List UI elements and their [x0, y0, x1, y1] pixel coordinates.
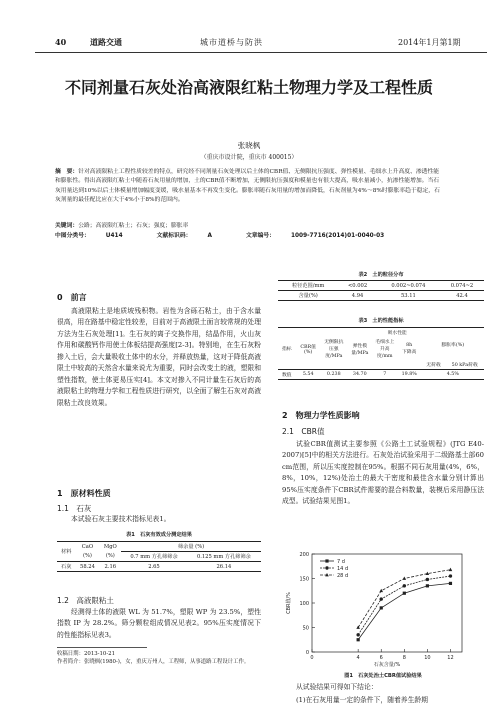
article-no-label: 文章编号： — [245, 233, 275, 239]
table-row — [278, 370, 484, 380]
t1-cell: 2.65 — [148, 563, 160, 570]
keywords-text: 公路；高液限红粘土；石灰；强度；膨胀率 — [78, 223, 189, 229]
t3-h-noload: 无荷载 — [426, 363, 441, 368]
section-1-1-heading: 1.1 石灰 — [57, 504, 92, 513]
t2-cell: 含量(%) — [298, 293, 318, 299]
t2-h: 0.074~2 — [450, 282, 474, 289]
data-point — [426, 584, 429, 587]
t3-h-modulus: 弹性模量/MPa — [351, 343, 369, 356]
data-point — [356, 633, 359, 636]
issue-date: 2014年1月第1期 — [398, 38, 461, 47]
clc-label: 中图分类号： — [55, 233, 90, 239]
running-header — [0, 37, 498, 53]
t1-h-0125: 0.125 mm 方孔筛筛余 — [196, 554, 251, 560]
t3-h-8h — [397, 337, 422, 360]
data-point — [449, 582, 452, 585]
data-point — [403, 592, 406, 595]
t2-cell: 53.11 — [400, 292, 416, 299]
data-point — [380, 597, 383, 600]
footnote-rule — [57, 647, 147, 648]
t1-cell: 石灰 — [61, 564, 72, 570]
legend-label: 7 d — [337, 559, 345, 565]
section-2-1-heading: 2.1 CBR值 — [282, 427, 325, 436]
table-2 — [278, 280, 484, 301]
x-tick-label: 10 — [424, 655, 431, 661]
doc-code-label: 文献标识码： — [156, 233, 192, 239]
table-2-caption: 表2 土的粒径分布 — [358, 272, 404, 278]
keywords — [55, 220, 443, 229]
t1-h-mgo: MgO — [103, 543, 117, 550]
paper-title: 不同剂量石灰处治高液限红粘土物理力学及工程性质 — [64, 78, 433, 97]
author: 张晓枫 — [237, 141, 261, 150]
t1-cell: 26.14 — [216, 563, 232, 570]
journal-name: 城市道桥与防洪 — [200, 38, 263, 47]
affiliation: （重庆市设计院，重庆市 400015） — [200, 154, 298, 161]
x-tick-label: 8 — [402, 655, 406, 661]
t3-h-cbr — [296, 328, 321, 370]
t3-h-sub: 下降高 — [401, 349, 417, 355]
clc-value: U414 — [105, 233, 123, 239]
t1-unit-cao: (%) — [82, 553, 92, 560]
legend-label: 14 d — [337, 566, 349, 572]
t1-h-07: 0.7 mm 方孔筛筛余 — [130, 554, 178, 560]
t2-h: 粒径范围/mm — [291, 283, 325, 289]
journal-section: 道路交通 — [90, 37, 122, 47]
t2-h: 0.002~0.074 — [391, 282, 426, 289]
t1-h-material: 材料 — [61, 549, 72, 555]
x-tick-label: 6 — [379, 655, 383, 661]
data-point — [403, 584, 406, 587]
data-point — [380, 606, 383, 609]
received-date: 收稿日期：2013-10-21 — [57, 651, 116, 657]
t3-h-8h-label: 8h — [406, 342, 413, 348]
section-1-1-text: 本试验石灰主要技术指标见表1。 — [71, 515, 171, 523]
data-point — [449, 568, 453, 571]
header-rule — [35, 52, 487, 53]
t2-h: <0.002 — [347, 282, 368, 289]
t1-unit-mgo: (%) — [105, 553, 115, 560]
y-tick-label: 0 — [305, 650, 309, 656]
legend-marker — [325, 559, 328, 562]
section-1-2-text: 经测得土体的液限 WL 为 51.7%，塑限 WP 为 23.5%，塑性指数 IP 为 28.2%。筛分颗粒组成情况见表2。95%压实度情况下的性能指标见表3。 — [57, 608, 261, 639]
table-1-caption: 表1 石灰有效成分测定结果 — [126, 532, 192, 538]
section-0-text: 高液限粘土是地质坡残积物。岩性为含砾石粘土，由于含水量很高，用在路基中稳定性较差，目前对于高液限土面言较常规的处理方法为生石灰处理[1]。生石灰的离子交换作用，结晶作用，火山灰作用和碳酸钙作用使土体板结提高强度[2-3]。特别地，在生石灰粉掺入土后，会大量吸收土体中的水分，并释放热量，这对于降低高液限土中较高的天然含水量来说尤为重要，同时会改变土的液，塑限和塑性指数，使土体更易压实[4]。本文对掺入不同计量生石灰后的高液限粘土的物理力学和工程性质进行研究，以全面了解生石灰对高液限粘土改良效果。 — [57, 307, 261, 407]
x-tick-label: 0 — [310, 655, 314, 661]
t3-h-ucs: 无侧限抗压强度/MPa — [324, 340, 344, 359]
t3-cell: 数值 — [281, 373, 292, 378]
data-point — [357, 638, 360, 641]
data-point — [426, 572, 430, 575]
conclusion-lead: 从试验结果可得如下结论： — [296, 683, 378, 691]
t2-cell: 42.4 — [456, 292, 468, 299]
t3-h-cbr-unit: (%) — [304, 349, 313, 355]
y-tick-label: 150 — [299, 576, 309, 583]
t3-cell: 7 — [383, 372, 387, 377]
t3-h-capillary: 毛细水上升高度/mm — [375, 340, 395, 359]
abstract-label: 摘 要： — [55, 169, 79, 175]
abstract-text: 针对高液限粘土工程性质较差的特点，研究经不同剂量石灰处理以后土体的CBR值、无侧限抗压强度、弹性模量、毛细水上升高度、渗透性能和膨胀性。得出高液限红粘土中随着石灰用量的增加，土的CBR值不断增加，无侧限抗压强度和模量也有很大提高，吸水量减小，抗渗性能增加。当石灰用量达到10%以后土体模量增加幅度变缓，吸水量基本不再发生变化。膨胀率随石灰用量的增加而降低，石灰剂量为4%～8%时膨胀率趋于稳定，石灰剂量的最佳配比应在大于4%小于8%的范围内。 — [55, 169, 440, 203]
t3-cell: 19.8% — [401, 372, 417, 377]
data-point — [379, 589, 383, 592]
y-tick-label: 100 — [299, 601, 309, 607]
x-tick-label: 12 — [447, 655, 454, 661]
t3-cell: 0.238 — [326, 372, 341, 377]
table-1 — [57, 541, 261, 572]
table-row — [57, 562, 261, 572]
legend-label: 28 d — [337, 573, 349, 579]
section-0-heading: 0 前言 — [57, 293, 87, 302]
t2-cell: 4.94 — [351, 292, 364, 299]
t3-cell — [422, 370, 484, 380]
table-row — [278, 291, 484, 301]
section-2-heading: 2 物理力学性质影响 — [282, 411, 360, 420]
t3-cell: 5.54 — [302, 372, 314, 377]
t3-cell: 34.70 — [352, 372, 367, 377]
article-no-value: 1009-7716(2014)01-0040-03 — [290, 233, 385, 239]
author-bio: 作者简介：张晓枫(1980-)，女，重庆万州人，工程师，从事道路工程设计工作。 — [57, 659, 250, 665]
data-point — [426, 578, 429, 581]
y-tick-label: 50 — [302, 625, 309, 632]
t3-h-swell: 膨胀率(%) — [441, 342, 465, 348]
section-1-heading: 1 原材料性质 — [57, 489, 111, 498]
t1-cell: 58.24 — [80, 563, 95, 570]
table-3 — [278, 327, 484, 380]
legend-marker — [325, 566, 328, 569]
t1-h-cao: CaO — [81, 543, 94, 550]
keywords-label: 关键词： — [55, 223, 79, 229]
t1-cell: 2.16 — [104, 563, 117, 570]
abstract — [55, 168, 443, 205]
t3-swell-a: 4.5% — [446, 372, 459, 377]
doc-code-value: A — [207, 233, 212, 239]
plot-frame — [312, 554, 462, 652]
y-tick-label: 200 — [299, 552, 309, 558]
t1-h-residue: 筛余量 (%) — [121, 542, 261, 552]
data-point — [449, 574, 452, 577]
data-point — [403, 577, 407, 580]
classification-line — [55, 230, 443, 239]
x-tick-label: 4 — [356, 655, 360, 661]
page-number: 40 — [55, 37, 67, 47]
x-axis-label: 石灰含量/% — [373, 662, 401, 668]
t3-h-cbr-label: CBR值 — [300, 344, 316, 350]
t3-h-index: 指标 — [281, 347, 292, 352]
conclusion-item-1: (1)在石灰用量一定的条件下，随着养生龄期 — [296, 696, 428, 704]
t3-h-absorb: 吸水性能 — [387, 331, 407, 336]
t3-h-50kpa: 50 kPa荷载 — [451, 363, 478, 368]
y-axis-label: CBR值/% — [286, 592, 292, 614]
section-1-2-heading: 1.2 高液限粘土 — [57, 596, 114, 605]
table-3-caption: 表3 土的性能指标 — [358, 318, 404, 324]
section-2-1-text: 试验CBR值测试主要参照《公路土工试验规程》(JTG E40-2007)[5]中的相关方法进行。石灰处治试验采用于二级路基土部60 cm范围，所以压实度控制在95%。根据不同石灰用量(4%，6%，8%，10%，12%)处治土的最大干密度和最佳含水量分别计算出95%压实度条件下CBR试件需要的混合料数量，装模后采用静压法成型。试验结果见图1。 — [282, 440, 484, 506]
figure-1-caption: 图1 石灰处治土CBR值试验结果 — [344, 673, 422, 679]
